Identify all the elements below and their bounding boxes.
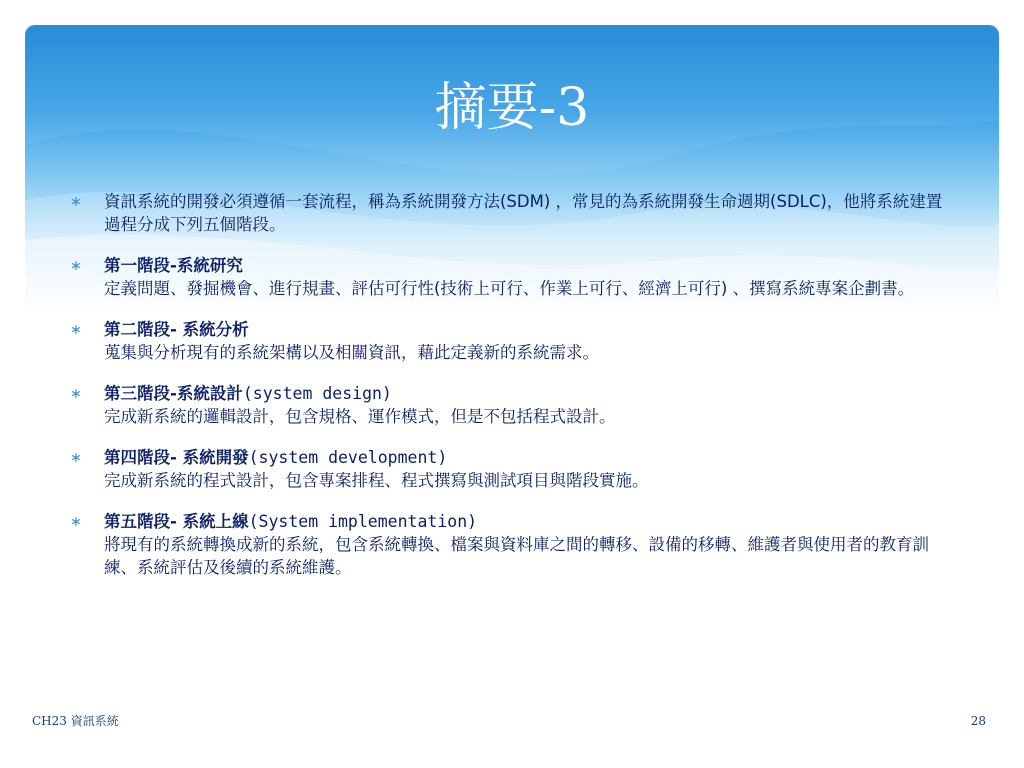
list-item-stage-3 xyxy=(70,382,950,428)
stage-heading xyxy=(104,254,950,277)
bullet-star-icon: ∗ xyxy=(70,194,82,210)
list-item-stage-2 xyxy=(70,318,950,364)
stage-heading-en: (system design) xyxy=(242,384,392,403)
stage-heading xyxy=(104,446,950,469)
stage-description: 將現有的系統轉換成新的系統，包含系統轉換、檔案與資料庫之間的轉移、設備的移轉、維護者與使用者的教育訓練、系統評估及後續的系統維護。 xyxy=(104,535,929,577)
stage-heading-zh: 第一階段-系統研究 xyxy=(104,256,243,275)
stage-description: 完成新系統的邏輯設計，包含規格、運作模式，但是不包括程式設計。 xyxy=(104,407,616,426)
footer-page-number: 28 xyxy=(970,714,986,728)
footer-chapter: CH23 資訊系統 xyxy=(32,714,119,728)
bullet-list xyxy=(70,190,950,597)
list-item-intro xyxy=(70,190,950,236)
bullet-star-icon: ∗ xyxy=(70,386,82,402)
stage-heading-zh: 第三階段-系統設計 xyxy=(104,384,243,403)
stage-heading-zh: 第五階段- 系統上線 xyxy=(104,512,249,531)
stage-description: 蒐集與分析現有的系統架構以及相關資訊，藉此定義新的系統需求。 xyxy=(104,343,599,362)
stage-description: 定義問題、發掘機會、進行規畫、評估可行性(技術上可行、作業上可行、經濟上可行) 、撰寫系統專案企劃書。 xyxy=(104,279,915,298)
list-item-stage-1 xyxy=(70,254,950,300)
stage-heading-en: (System implementation) xyxy=(248,512,478,531)
stage-heading-zh: 第二階段- 系統分析 xyxy=(104,320,249,339)
bullet-star-icon: ∗ xyxy=(70,258,82,274)
stage-heading-zh: 第四階段- 系統開發 xyxy=(104,448,249,467)
bullet-star-icon: ∗ xyxy=(70,514,82,530)
stage-heading xyxy=(104,382,950,405)
stage-heading xyxy=(104,318,950,341)
stage-heading xyxy=(104,510,950,533)
bullet-star-icon: ∗ xyxy=(70,450,82,466)
intro-text: 資訊系統的開發必須遵循一套流程，稱為系統開發方法(SDM) ，常見的為系統開發生命週期(SDLC)，他將系統建置過程分成下列五個階段。 xyxy=(104,192,943,234)
bullet-star-icon: ∗ xyxy=(70,322,82,338)
slide-title: 摘要-3 xyxy=(434,78,590,138)
list-item-stage-4 xyxy=(70,446,950,492)
stage-description: 完成新系統的程式設計，包含專案排程、程式撰寫與測試項目與階段實施。 xyxy=(104,471,649,490)
list-item-stage-5 xyxy=(70,510,950,579)
stage-heading-en: (system development) xyxy=(248,448,448,467)
